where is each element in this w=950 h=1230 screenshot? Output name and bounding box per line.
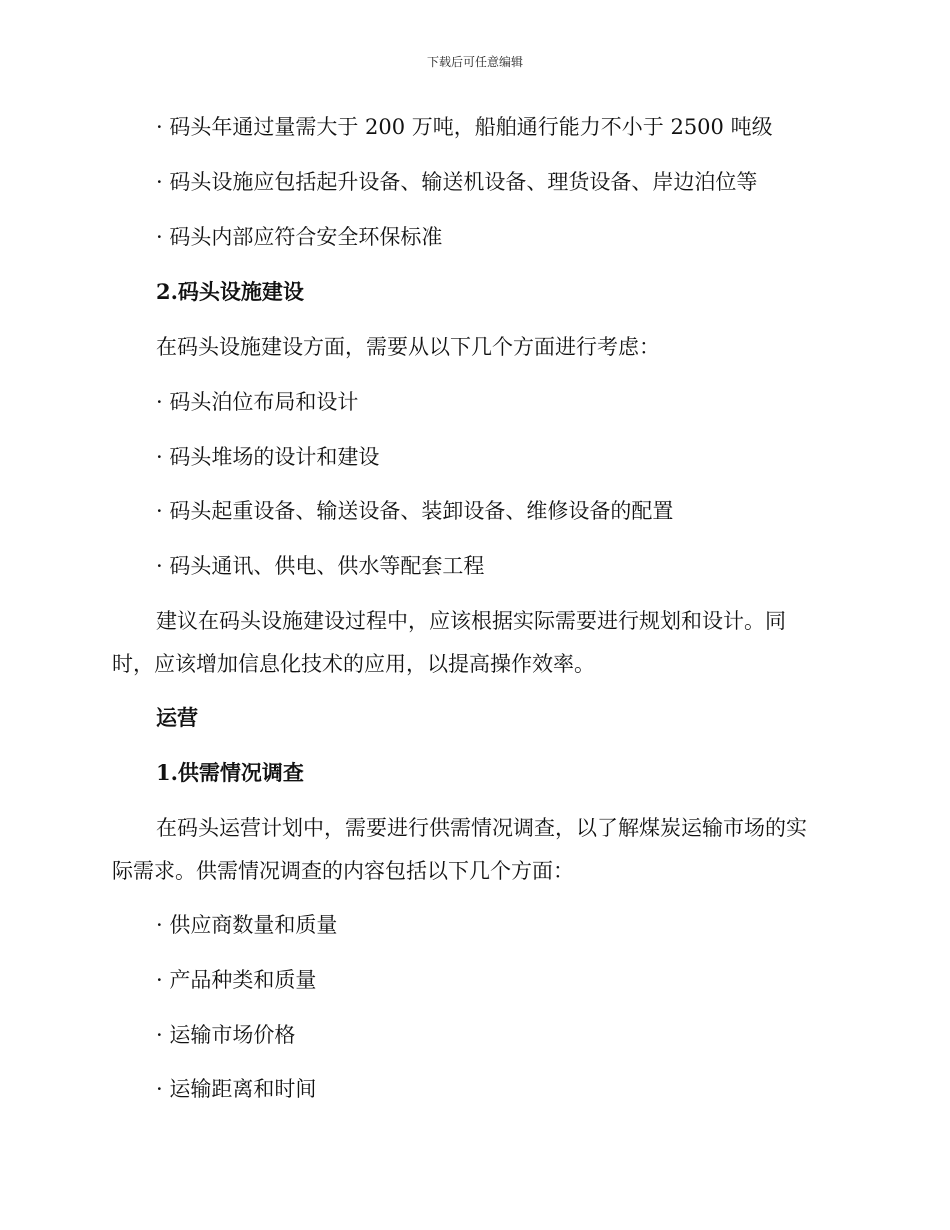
bullet-item: · 码头通讯、供电、供水等配套工程	[156, 554, 485, 578]
bullet-item: · 运输距离和时间	[156, 1077, 317, 1101]
paragraph-line: 建议在码头设施建设过程中，应该根据实际需要进行规划和设计。同	[156, 609, 786, 633]
page-header: 下载后可任意编辑	[426, 55, 523, 69]
paragraph-line: 时，应该增加信息化技术的应用，以提高操作效率。	[112, 652, 595, 676]
section-heading-supply-demand: 1.供需情况调查	[156, 760, 304, 785]
bullet-item: · 码头泊位布局和设计	[156, 390, 359, 414]
bullet-item: · 码头起重设备、输送设备、装卸设备、维修设备的配置	[156, 499, 674, 523]
paragraph: 在码头设施建设方面，需要从以下几个方面进行考虑：	[156, 335, 660, 359]
bullet-item: · 供应商数量和质量	[156, 913, 338, 937]
bullet-item: · 产品种类和质量	[156, 968, 317, 992]
paragraph-line: 际需求。供需情况调查的内容包括以下几个方面：	[112, 859, 574, 883]
bullet-item: · 码头设施应包括起升设备、输送机设备、理货设备、岸边泊位等	[156, 170, 758, 194]
bullet-item: · 运输市场价格	[156, 1023, 296, 1047]
paragraph-line: 在码头运营计划中，需要进行供需情况调查，以了解煤炭运输市场的实	[156, 816, 807, 840]
bullet-item: · 码头堆场的设计和建设	[156, 445, 380, 469]
section-heading-operation: 运营	[156, 705, 198, 730]
section-heading-facility: 2.码头设施建设	[156, 279, 304, 304]
bullet-item: · 码头年通过量需大于 200 万吨，船舶通行能力不小于 2500 吨级	[156, 115, 773, 139]
bullet-item: · 码头内部应符合安全环保标准	[156, 225, 443, 249]
